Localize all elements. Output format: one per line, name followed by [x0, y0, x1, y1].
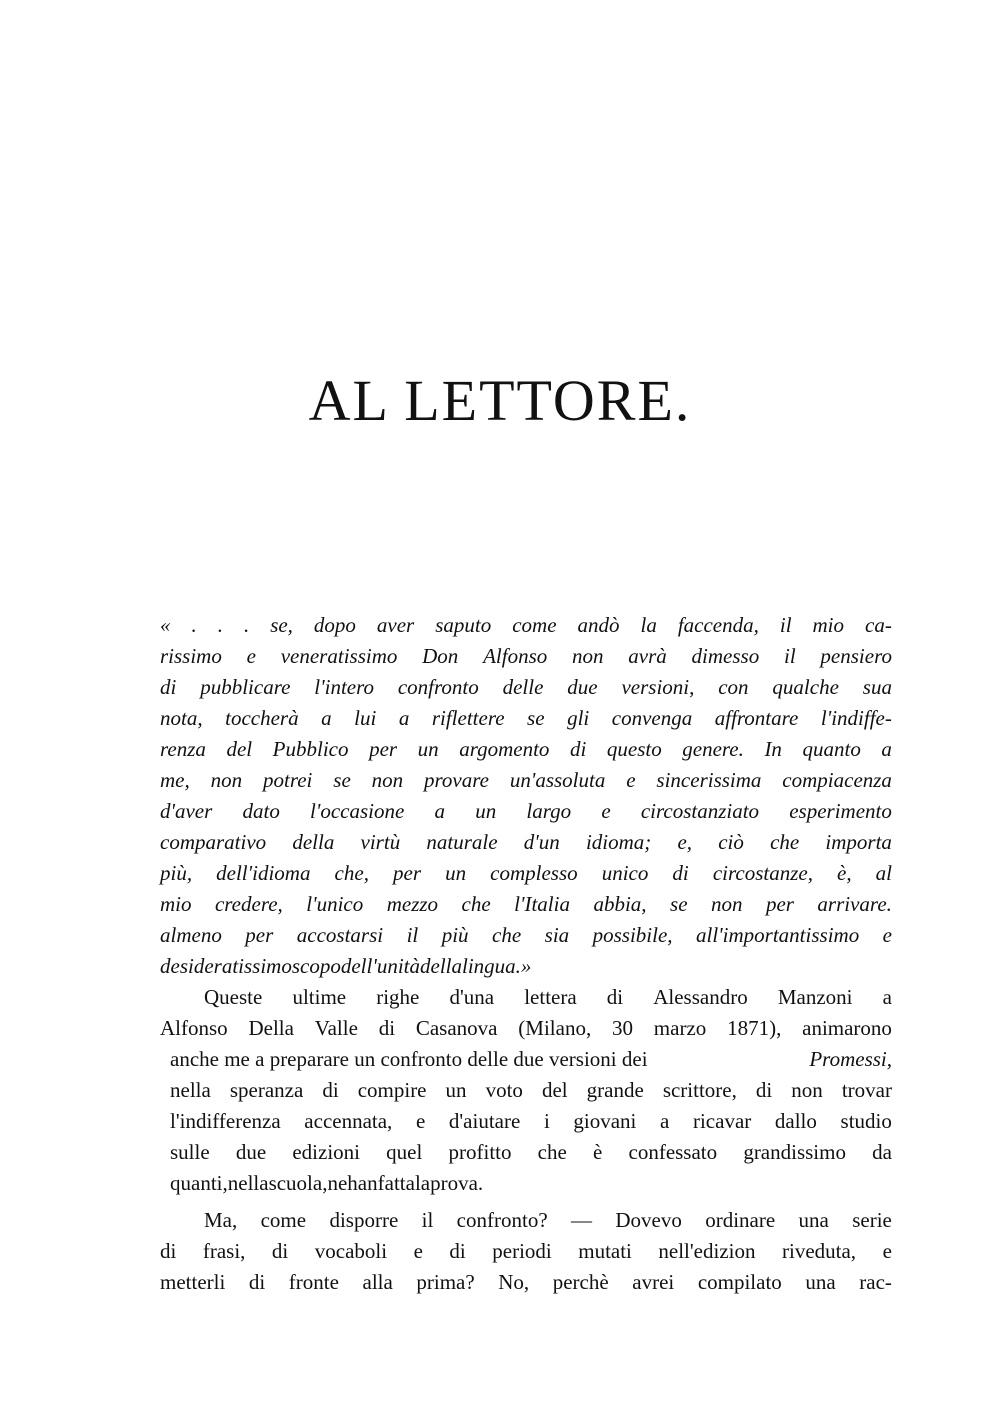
word: ciò [718, 830, 744, 854]
word: mio [812, 613, 845, 637]
paragraph-2 [160, 1205, 892, 1298]
word: di [378, 1016, 396, 1040]
word: e [413, 1239, 423, 1263]
word: pubblicare [200, 675, 291, 699]
word: di [755, 1078, 773, 1102]
word: studio [840, 1109, 892, 1133]
quote-line [160, 889, 892, 920]
word: ordinare [705, 1208, 776, 1232]
word: In [764, 737, 782, 761]
word: di [248, 1270, 266, 1294]
word: e [246, 644, 256, 668]
word: fatta [377, 1171, 415, 1195]
word: dimesso [691, 644, 760, 668]
word: nella [170, 1078, 211, 1102]
word: sincerissima [656, 768, 762, 792]
word: l'intero [314, 675, 374, 699]
word: all'importantissimo [696, 923, 860, 947]
word: genere. [682, 737, 744, 761]
word: di [449, 1239, 466, 1263]
word: al [875, 861, 892, 885]
word: — [571, 1208, 592, 1232]
word: non [371, 768, 404, 792]
word: di [569, 737, 587, 761]
word: edizioni [292, 1140, 360, 1164]
word: se [670, 892, 688, 916]
word: dallo [774, 1109, 817, 1133]
word: per [245, 923, 274, 947]
word: di [271, 1239, 289, 1263]
word: andò [577, 613, 620, 637]
word: un'assoluta [509, 768, 606, 792]
paragraph-line [160, 982, 892, 1013]
word: come [260, 1208, 307, 1232]
word: una [798, 1208, 829, 1232]
word: prima? [416, 1270, 475, 1294]
word: lui [354, 706, 377, 730]
word: virtù [360, 830, 401, 854]
word: d'una [449, 985, 495, 1009]
word: sua [862, 675, 892, 699]
word: come [512, 613, 557, 637]
paragraph-line [160, 1168, 892, 1199]
word: se, [270, 613, 293, 637]
word: possibile, [592, 923, 673, 947]
word: toccherà [225, 706, 299, 730]
word: avrei [632, 1270, 675, 1294]
word: compilato [697, 1270, 782, 1294]
word: credere, [214, 892, 283, 916]
word: della [292, 830, 335, 854]
quote-line [160, 796, 892, 827]
word: prova. [430, 1171, 484, 1195]
word: lingua. [462, 954, 521, 978]
word: confronto? [456, 1208, 548, 1232]
word: periodi [492, 1239, 552, 1263]
word: vocaboli [314, 1239, 388, 1263]
paragraph-line [160, 1013, 892, 1044]
word: Don [422, 644, 459, 668]
quote-line [160, 827, 892, 858]
word: fronte [288, 1270, 339, 1294]
word: ca- [865, 613, 892, 637]
word: compire [357, 1078, 427, 1102]
word: arrivare. [817, 892, 892, 916]
word: perchè [552, 1270, 609, 1294]
word: riflettere [431, 706, 505, 730]
word: di [322, 1078, 339, 1102]
word: alla [362, 1270, 393, 1294]
word: gli [567, 706, 590, 730]
word: del [541, 1078, 568, 1102]
word: animarono [802, 1016, 892, 1040]
word: a [882, 985, 892, 1009]
word: il [779, 613, 792, 637]
word: l'occasione [310, 799, 405, 823]
word: e [882, 923, 892, 947]
word: marzo [653, 1016, 707, 1040]
word: disporre [329, 1208, 399, 1232]
paragraph-line [160, 1137, 892, 1168]
word: esperimento [789, 799, 892, 823]
word: profitto [448, 1140, 512, 1164]
word: scopo [291, 954, 341, 978]
word: abbia, [593, 892, 647, 916]
word: Queste [204, 985, 263, 1009]
quote-line [160, 858, 892, 889]
word: nell'edizion [658, 1239, 756, 1263]
word: comparativo [160, 830, 267, 854]
word: circostanziato [640, 799, 760, 823]
word: che [461, 892, 491, 916]
word: metterli [160, 1270, 226, 1294]
word: di [672, 861, 689, 885]
word: a [434, 799, 446, 823]
word: il [406, 923, 419, 947]
word: un [417, 737, 439, 761]
word: mio [160, 892, 192, 916]
word: rac- [859, 1270, 892, 1294]
word: l'indiffe- [820, 706, 892, 730]
word: provare [424, 768, 489, 792]
word: Della [248, 1016, 294, 1040]
word: non [791, 1078, 823, 1102]
word: No, [498, 1270, 530, 1294]
word: idioma; [585, 830, 652, 854]
word: la [640, 613, 657, 637]
word: ultime [292, 985, 347, 1009]
paragraph-1 [160, 982, 892, 1199]
word: l'Italia [514, 892, 570, 916]
word: almeno [160, 923, 222, 947]
word: d'aver [160, 799, 213, 823]
word: e [882, 1239, 892, 1263]
word: giovani [573, 1109, 637, 1133]
word: da [872, 1140, 892, 1164]
word: che [537, 1140, 567, 1164]
word: trovar [841, 1078, 892, 1102]
word: » [520, 954, 532, 978]
word: di [160, 675, 177, 699]
word: questo [606, 737, 662, 761]
quote-line [160, 703, 892, 734]
word: frasi, [202, 1239, 246, 1263]
word: Manzoni [777, 985, 853, 1009]
italic-title-word: Promessi, [809, 1047, 892, 1071]
word: accostarsi [296, 923, 384, 947]
word: sulle [170, 1140, 210, 1164]
word: che, [334, 861, 369, 885]
word: più [441, 923, 469, 947]
word: il [421, 1208, 434, 1232]
word: han [347, 1171, 378, 1195]
word: 1871), [727, 1016, 782, 1040]
word: più, [160, 861, 193, 885]
word: una [805, 1270, 836, 1294]
word: Casanova [415, 1016, 498, 1040]
word: il [783, 644, 796, 668]
word: veneratissimo [280, 644, 398, 668]
word: un [445, 1078, 467, 1102]
word: della [420, 954, 462, 978]
word: aver [376, 613, 415, 637]
word: per [369, 737, 398, 761]
paragraph-line [160, 1236, 892, 1267]
word: dell'unità [340, 954, 420, 978]
paragraph-line [160, 1075, 892, 1106]
word: lettera [524, 985, 577, 1009]
quote-line [160, 734, 892, 765]
word: quanti, [170, 1171, 228, 1195]
word: dato [242, 799, 280, 823]
word: . [191, 613, 197, 637]
page-title: AL LETTORE. [308, 368, 692, 433]
word: nella [227, 1171, 269, 1195]
word: Alfonso [160, 1016, 228, 1040]
word: Alfonso [483, 644, 548, 668]
word: affrontare [714, 706, 799, 730]
word: sia [544, 923, 570, 947]
quote-line [160, 672, 892, 703]
word: per [393, 861, 422, 885]
word: a [881, 737, 892, 761]
word: è [593, 1140, 603, 1164]
quote-line [160, 951, 892, 982]
word: desideratissimo [160, 954, 292, 978]
word: che [770, 830, 800, 854]
word: qualche [772, 675, 839, 699]
word: . [243, 613, 250, 637]
word: delle [502, 675, 544, 699]
page-body [160, 610, 892, 1298]
paragraph-line-text: anche me a preparare un confronto delle due versioni dei [170, 1047, 653, 1071]
word: argomento [459, 737, 550, 761]
word: un [445, 861, 467, 885]
word: mezzo [386, 892, 439, 916]
word: a [660, 1109, 670, 1133]
quote-line [160, 641, 892, 672]
word: 30 [612, 1016, 633, 1040]
word: due [235, 1140, 267, 1164]
word: confessato [628, 1140, 718, 1164]
word: e [601, 799, 611, 823]
word: non [710, 892, 743, 916]
word: circostanze, [712, 861, 813, 885]
word: scrittore, [662, 1078, 737, 1102]
word: serie [852, 1208, 892, 1232]
quote-line [160, 610, 892, 641]
word: saputo [435, 613, 492, 637]
word: scuola, [268, 1171, 328, 1195]
word: dell'idioma [216, 861, 311, 885]
word: due [567, 675, 598, 699]
word: compiacenza [782, 768, 892, 792]
manzoni-quote [160, 610, 892, 982]
word: . [217, 613, 223, 637]
word: l'unico [306, 892, 364, 916]
word: naturale [426, 830, 498, 854]
word: un [475, 799, 497, 823]
word: quanto [802, 737, 861, 761]
word: dopo [313, 613, 356, 637]
word: renza [160, 737, 206, 761]
paragraph-line [160, 1267, 892, 1298]
word: complesso [490, 861, 578, 885]
word: e [626, 768, 636, 792]
word: mutati [578, 1239, 632, 1263]
word: Ma, [204, 1208, 238, 1232]
quote-line [160, 765, 892, 796]
word: faccenda, [677, 613, 759, 637]
word: me, [160, 768, 190, 792]
quote-line [160, 920, 892, 951]
paragraph-line [160, 1044, 892, 1075]
word: se [333, 768, 351, 792]
word: convenga [611, 706, 693, 730]
word: i [543, 1109, 550, 1133]
word: Valle [314, 1016, 358, 1040]
word: grandissimo [743, 1140, 846, 1164]
word: Alessandro [653, 985, 748, 1009]
word: a [398, 706, 410, 730]
word: la [414, 1171, 431, 1195]
word: versioni, [621, 675, 695, 699]
word: « [160, 613, 171, 637]
word: non [572, 644, 604, 668]
word: ricavar [692, 1109, 752, 1133]
word: nota, [160, 706, 203, 730]
word: d'un [523, 830, 560, 854]
word: con [718, 675, 749, 699]
word: di [160, 1239, 177, 1263]
word: è, [837, 861, 852, 885]
paragraph-line [160, 1106, 892, 1137]
word: rissimo [160, 644, 222, 668]
word: l'indifferenza [170, 1109, 281, 1133]
word: pensiero [820, 644, 892, 668]
word: a [321, 706, 332, 730]
word: potrei [263, 768, 313, 792]
word: largo [526, 799, 572, 823]
word: (Milano, [518, 1016, 592, 1040]
word: e, [677, 830, 693, 854]
paragraph-line [160, 1205, 892, 1236]
word: per [765, 892, 794, 916]
word: righe [376, 985, 420, 1009]
word: se [527, 706, 545, 730]
word: del [226, 737, 253, 761]
word: e [415, 1109, 426, 1133]
word: di [606, 985, 624, 1009]
word: riveduta, [782, 1239, 857, 1263]
word: grande [586, 1078, 644, 1102]
word: ne [327, 1171, 348, 1195]
word: quel [386, 1140, 423, 1164]
word: confronto [397, 675, 479, 699]
word: accennata, [304, 1109, 393, 1133]
word: speranza [229, 1078, 304, 1102]
word: unico [601, 861, 649, 885]
word: avrà [628, 644, 667, 668]
word: importa [825, 830, 892, 854]
word: voto [485, 1078, 523, 1102]
word: Pubblico [272, 737, 349, 761]
word: d'aiutare [448, 1109, 521, 1133]
word: non [210, 768, 243, 792]
word: che [492, 923, 522, 947]
word: Dovevo [615, 1208, 682, 1232]
